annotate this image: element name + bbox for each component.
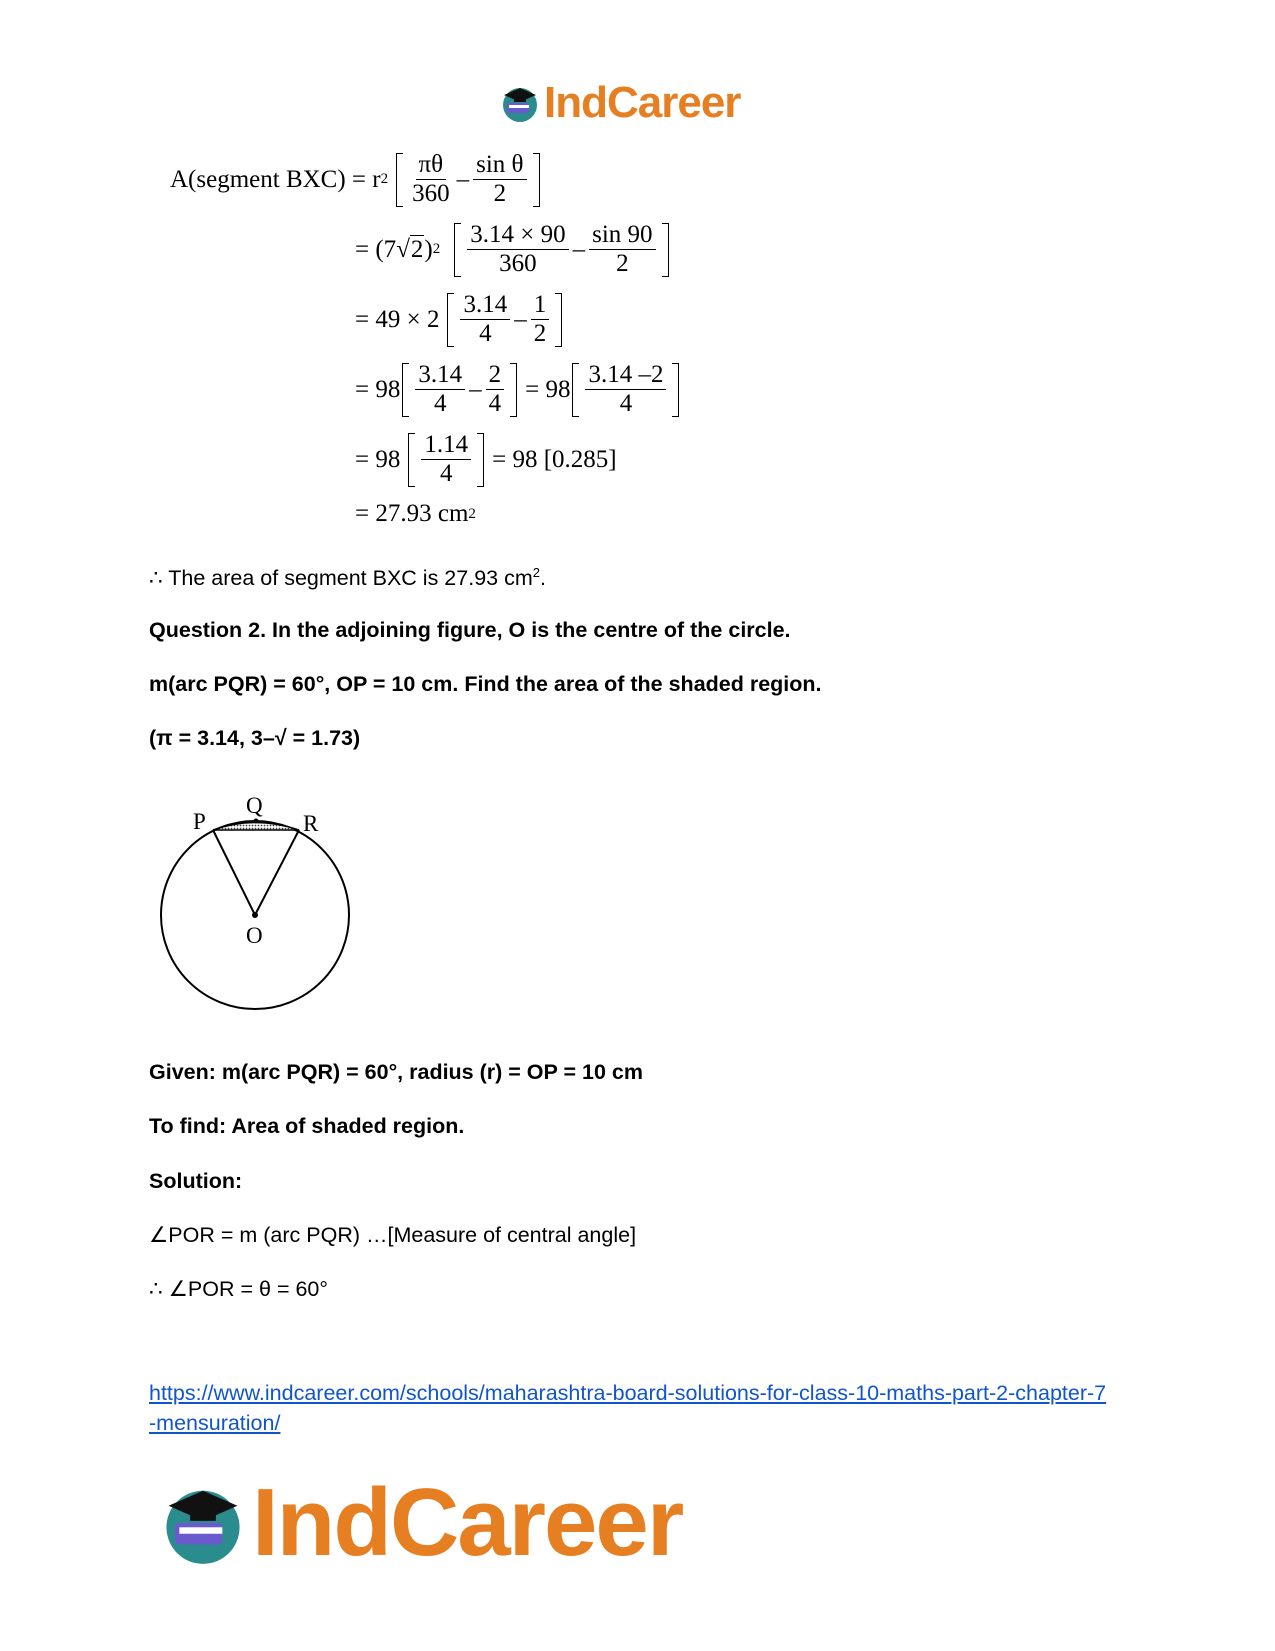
fraction: $\frac{1}{2}$ [531, 292, 550, 348]
math-line-5: = 98 $\frac{1.14}{4}$ = 98 [0.285] [355, 431, 617, 488]
label-o: O [246, 923, 263, 948]
label-q: Q [246, 793, 263, 818]
fraction: $\frac{\sin 90}{2}$ [589, 222, 655, 278]
header-logo [500, 78, 740, 128]
fraction: $\frac{\pi\theta}{360}$ [412, 151, 450, 208]
math-line-6: = 27.93 cm 2 [355, 500, 476, 527]
fraction: $\frac{1.14}{4}$ [421, 432, 471, 488]
math-line-2: = (7 √ 2 ) 2 $\frac{3.14 \times 90}{360}$ – $\frac{\sin 90}{2}$ [355, 222, 671, 278]
fraction: $\frac{3.14}{4}$ [415, 362, 465, 418]
footer-logo [160, 1468, 682, 1578]
math-line-3: = 49 × 2 $\frac{3.14}{4}$ – $\frac{1}{2}$ [355, 292, 564, 348]
center-point [252, 912, 258, 918]
fraction: $\frac{\text{sin θ}}{2}$ [473, 152, 526, 208]
math-line-1: A(segment BXC) = r 2 $\frac{\pi\theta}{360}$ – $\frac{\text{sin θ}}{2}$ [170, 152, 542, 208]
question-statement: m(arc PQR) = 60°, OP = 10 cm. Find the area of the shaded region. [149, 672, 822, 696]
fraction: $\frac{3.14 -2}{4}$ [585, 362, 666, 418]
logo-wordmark: IndCareer [252, 1469, 683, 1576]
solution-label: Solution: [149, 1169, 243, 1193]
point-q [254, 819, 259, 824]
math-line-4: = 98 $\frac{3.14}{4}$ – $\frac{2}{4}$ = 98 $\frac{3.14 -2}{4}$ [355, 362, 681, 418]
graduation-cap-icon [500, 83, 540, 123]
circle-figure [155, 785, 365, 1015]
question-heading: Question 2. In the adjoining figure, O is the centre of the circle. [149, 618, 791, 642]
radius-op [213, 830, 255, 915]
label-r: R [303, 811, 319, 836]
fraction: $\frac{3.14 \times 90}{360}$ [467, 222, 568, 278]
footer-link-container [149, 1378, 1109, 1438]
given-text: Given: m(arc PQR) = 60°, radius (r) = OP = 10 cm [149, 1060, 643, 1084]
logo-wordmark: IndCareer [544, 78, 741, 127]
fraction: $\frac{3.14}{4}$ [460, 292, 510, 348]
graduation-cap-icon [160, 1480, 246, 1566]
math-label: A(segment BXC) = r [170, 165, 381, 193]
conclusion-text: ∴ The area of segment BXC is 27.93 $cm^2$. [149, 565, 546, 591]
radius-or [255, 830, 299, 915]
question-constants: (π = 3.14, 3–√ = 1.73) [149, 726, 361, 750]
exponent: 2 [380, 171, 389, 188]
fraction: $\frac{2}{4}$ [486, 362, 505, 418]
shaded-segment [213, 823, 299, 831]
solution-step-2: ∴ ∠POR = θ = 60° [149, 1277, 328, 1301]
to-find-text: To find: Area of shaded region. [149, 1114, 465, 1138]
solution-step-1: ∠POR = m (arc PQR) …[Measure of central angle] [149, 1223, 637, 1247]
label-p: P [193, 809, 206, 834]
source-link[interactable]: https://www.indcareer.com/schools/maharashtra-board-solutions-for-class-10-maths-part-2-chapter-7-mensuration/ [149, 1381, 1107, 1435]
